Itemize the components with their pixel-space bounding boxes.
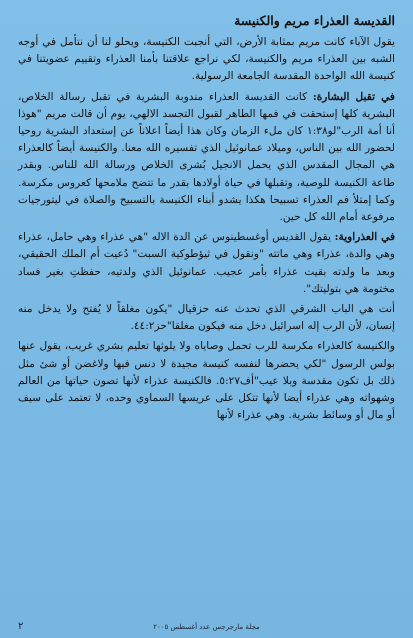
section-heading-annunciation: في تقبل البشارة: [312,90,395,103]
paragraph-text: كانت القديسة العذراء مندوبة البشرية في تقبل رسالة الخلاص، البشرية كلها إستحقت في فمها الطاهر لقبول التجسد الالهي، يوم أن قالت مريم "هوذا أنا أمة الرب"لو١:٣٨ كان ملء الزمان وكان هذا أيضاً اعلاناً عن إستعداد البشرية روحيا لحضور الله بين الناس، وميلاد عمانوئيل الذي تفسيره الله معنا. والكنيسة أيضاً كالعذراء هي المجال المقدس الذي يحمل الانجيل بُشرى الخلاص ورسالة الله للناس. وبقدر طاعة الكنيسة للوصية، وتقبلها في حياة أولادها بقدر ما تتضح ملامحها كعروس مكرسة. وكما إمتلأ فم العذراء تسبيحا هكذا يشدو أبناء الكنيسة بالتسبيح والصلاة في ليتورجيات مرفوعة أمام الله كل حين. [18,90,396,224]
paragraph-text: أنت هي الباب الشرقي الذي تحدث عنه حزقيال "يكون مغلقاً لا يُفتح ولا يدخل منه إنسان، لأن الرب إله اسرائيل دخل منه فيكون مغلقا"حز٤٤:٢. [18,303,395,333]
paragraph-intro [18,34,395,86]
paragraph-virginity [18,229,395,298]
running-head: مجلة مارجرجس عدد أغسطس ٢٠٠٥ [153,623,260,631]
article [18,10,395,614]
article-title: القديسة العذراء مريم والكنيسة [234,13,395,28]
paragraph-annunciation [18,89,395,227]
paragraph-text: والكنيسة كالعذراء مكرسة للرب تحمل وصاياه ولا يلوثها تعليم بشري غريب، يقول عنها بولس الرسول "لكي يحضرها لنفسه كنيسة مجيدة لا دنس فيها ولاغضن أو شئ مثل ذلك بل تكون مقدسة وبلا عيب"أف٥:٢٧. فالكنيسة عذراء لأنها تصون حياتها من العالم وشهواته وهي عذراء أيضا لأنها تتكل على عريسها السماوي وحده، لا تعتمد على سيف أو مال أو وسائط بشرية. وهي عذراء لأنها [18,340,395,422]
page-number: ٢ [18,621,24,632]
paragraph-church [18,338,395,424]
paragraph-text: يقول القديس أوغسطينوس عن الدة الاله "هي عذراء وهي حامل، عذراء وهي والدة، عذراء وهي ماتته "ونقول في ثيؤطوكية السبت" دُعيت أم الملك الحقيقي، وبعد ما ولدته بقيت عذراء بأمر عجيب. عمانوئيل الذي ولدتيه، حفظتِ بغير فساد مختومة هي بتوليتك". [18,231,395,295]
section-heading-virginity: في العذراوية: [334,231,396,244]
paragraph-east-gate [18,301,395,335]
paragraph-text: يقول الآباء كانت مريم بمثابة الأرض، التي أنجبت الكنيسة، ويحلو لنا أن نتأمل في أوجه الشبه بين العذراء مريم والكنيسة، لكي نراجع علاقتنا بأمنا العذراء وتقييم عضويتنا في كنيسة الله الواحدة المقدسة الجامعة الرسولية. [18,36,395,83]
